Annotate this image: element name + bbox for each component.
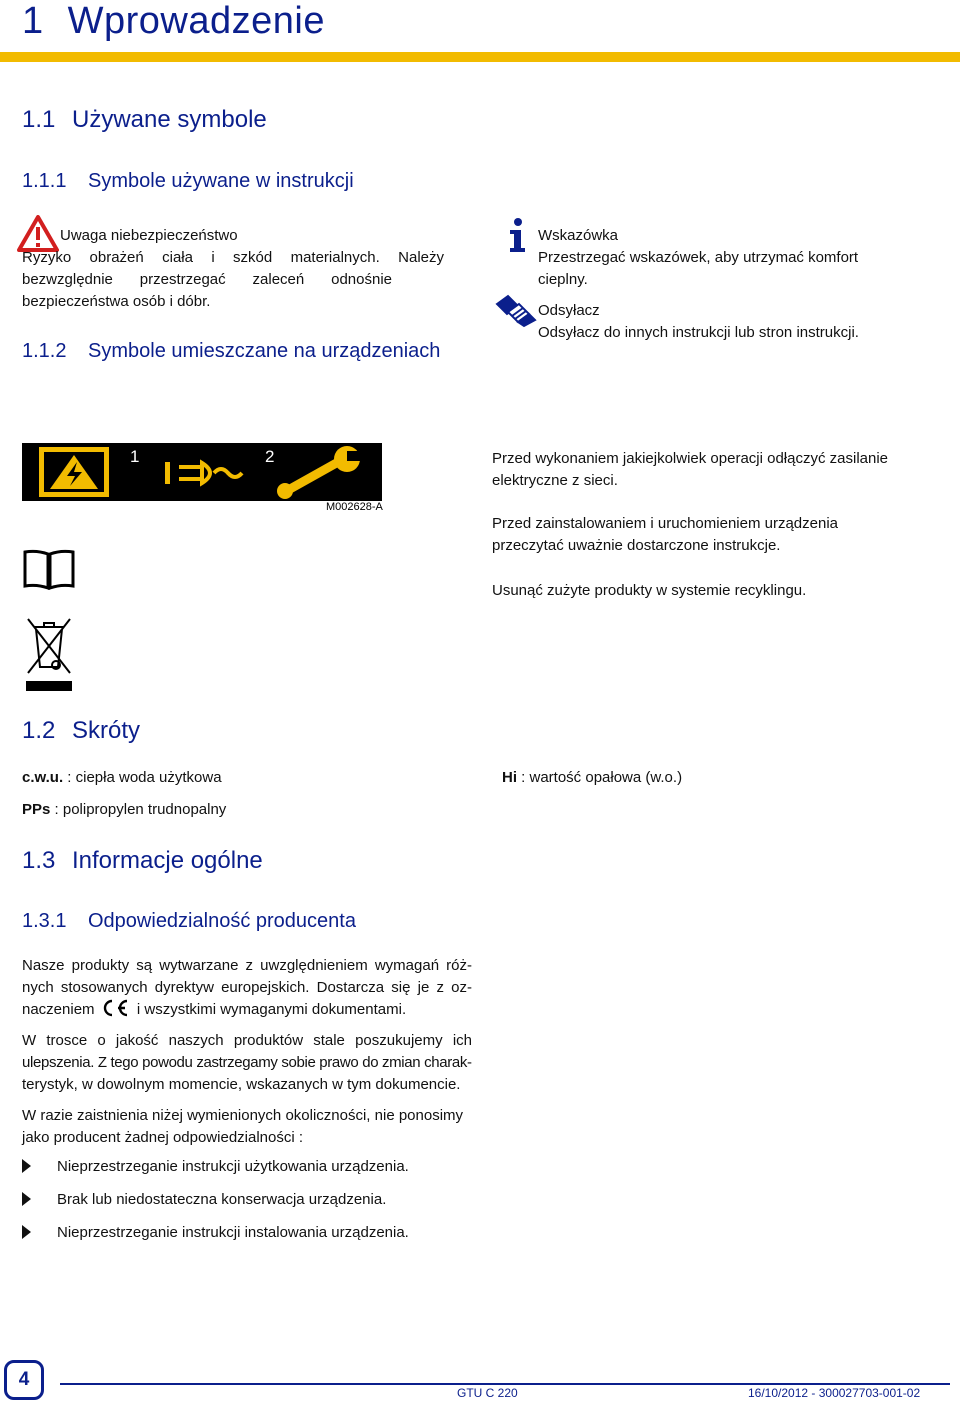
- reference-line-1: Odsyłacz do innych instrukcji lub stron instrukcji.: [538, 324, 859, 341]
- abbreviation-pps-definition: : polipropylen trudnopalny: [50, 801, 227, 818]
- reference-title: Odsyłacz: [538, 302, 600, 319]
- section-1-1-heading: 1.1 Używane symbole: [22, 106, 267, 133]
- device-label-code: M002628-A: [326, 501, 383, 513]
- info-icon: [506, 217, 528, 253]
- accent-bar: [0, 52, 960, 62]
- disconnect-text-line-1: Przed wykonaniem jakiejkolwiek operacji odłączyć zasilanie: [492, 450, 889, 467]
- responsibility-p2-line-1: W trosce o jakość naszych produktów stale poszukujemy ich: [22, 1032, 472, 1049]
- open-book-icon: [22, 548, 76, 590]
- disconnect-text-line-2: elektryczne z sieci.: [492, 472, 618, 489]
- chapter-number: 1: [22, 0, 44, 42]
- chapter-title-text: Wprowadzenie: [67, 0, 325, 42]
- responsibility-p2-line-2: ulepszenia. Z tego powodu zastrzegamy sobie prawo do zmian charak-: [22, 1054, 472, 1071]
- chapter-title: [22, 0, 325, 43]
- responsibility-p1-line-3: [22, 999, 406, 1021]
- ce-suffix-text: i wszystkimi wymaganymi dokumentami.: [136, 1001, 407, 1018]
- hint-title: Wskazówka: [538, 227, 619, 244]
- device-label-number-1: 1: [130, 447, 140, 466]
- footer-document-reference: 16/10/2012 - 300027703-001-02: [748, 1386, 921, 1400]
- abbreviation-cwu: [22, 767, 222, 789]
- abbreviation-pps-term: PPs: [22, 801, 51, 818]
- responsibility-p3-line-1: W razie zaistnienia niżej wymienionych okoliczności, nie ponosimy: [22, 1107, 464, 1124]
- list-item: Brak lub niedostateczna konserwacja urządzenia.: [22, 1191, 386, 1208]
- responsibility-p3-line-2: jako producent żadnej odpowiedzialności :: [22, 1129, 304, 1146]
- abbreviation-pps: [22, 799, 226, 821]
- read-manual-text-line-2: przeczytać uważnie dostarczone instrukcje.: [492, 537, 781, 554]
- reference-book-icon: [494, 292, 538, 328]
- footer-model: GTU C 220: [457, 1386, 518, 1400]
- responsibility-p1-line-1: Nasze produkty są wytwarzane z uwzględnieniem wymagań róż-: [22, 957, 472, 974]
- warning-line-3: bezpieczeństwa osób i dóbr.: [22, 293, 211, 310]
- warning-line-2: bezwzględnie przestrzegać zaleceń odnośnie: [22, 271, 392, 288]
- section-1-2-heading: 1.2 Skróty: [22, 717, 141, 744]
- ce-mark-icon: [101, 999, 131, 1017]
- crossed-bin-icon: [24, 615, 74, 693]
- abbreviation-hi: [502, 767, 682, 789]
- hint-line-1: Przestrzegać wskazówek, aby utrzymać komfort: [538, 249, 859, 266]
- footer-rule: [60, 1383, 950, 1385]
- warning-title: Uwaga niebezpieczeństwo: [60, 227, 238, 244]
- section-1-3-1-heading: 1.3.1 Odpowiedzialność producenta: [22, 910, 356, 932]
- warning-line-1: Ryzyko obrażeń ciała i szkód materialnych. Należy: [22, 249, 444, 266]
- list-item: Nieprzestrzeganie instrukcji instalowania urządzenia.: [22, 1224, 409, 1241]
- section-1-3-heading: 1.3 Informacje ogólne: [22, 847, 263, 874]
- hint-line-2: cieplny.: [538, 271, 588, 288]
- device-label-symbols: [22, 443, 382, 501]
- abbreviation-hi-definition: : wartość opałowa (w.o.): [517, 769, 683, 786]
- abbreviation-cwu-term: c.w.u.: [22, 769, 64, 786]
- device-label-number-2: 2: [265, 447, 275, 466]
- bullet-arrow-icon: [22, 1192, 31, 1206]
- page-number: 4: [4, 1360, 44, 1400]
- section-1-1-2-heading: 1.1.2 Symbole umieszczane na urządzeniach: [22, 340, 441, 362]
- bullet-arrow-icon: [22, 1159, 31, 1173]
- ce-prefix-text: naczeniem: [22, 1001, 95, 1018]
- bullet-arrow-icon: [22, 1225, 31, 1239]
- section-1-1-1-heading: 1.1.1 Symbole używane w instrukcji: [22, 170, 354, 192]
- list-item: Nieprzestrzeganie instrukcji użytkowania urządzenia.: [22, 1158, 409, 1175]
- responsibility-p1-line-2: nych stosowanych dyrektyw europejskich. Dostarcza się je z oz-: [22, 979, 472, 996]
- abbreviation-cwu-definition: : ciepła woda użytkowa: [63, 769, 222, 786]
- responsibility-p2-line-3: terystyk, w dowolnym momencie, wskazanych w tym dokumencie.: [22, 1076, 461, 1093]
- read-manual-text-line-1: Przed zainstalowaniem i uruchomieniem urządzenia: [492, 515, 839, 532]
- recycling-text: Usunąć zużyte produkty w systemie recyklingu.: [492, 582, 807, 599]
- abbreviation-hi-term: Hi: [502, 769, 517, 786]
